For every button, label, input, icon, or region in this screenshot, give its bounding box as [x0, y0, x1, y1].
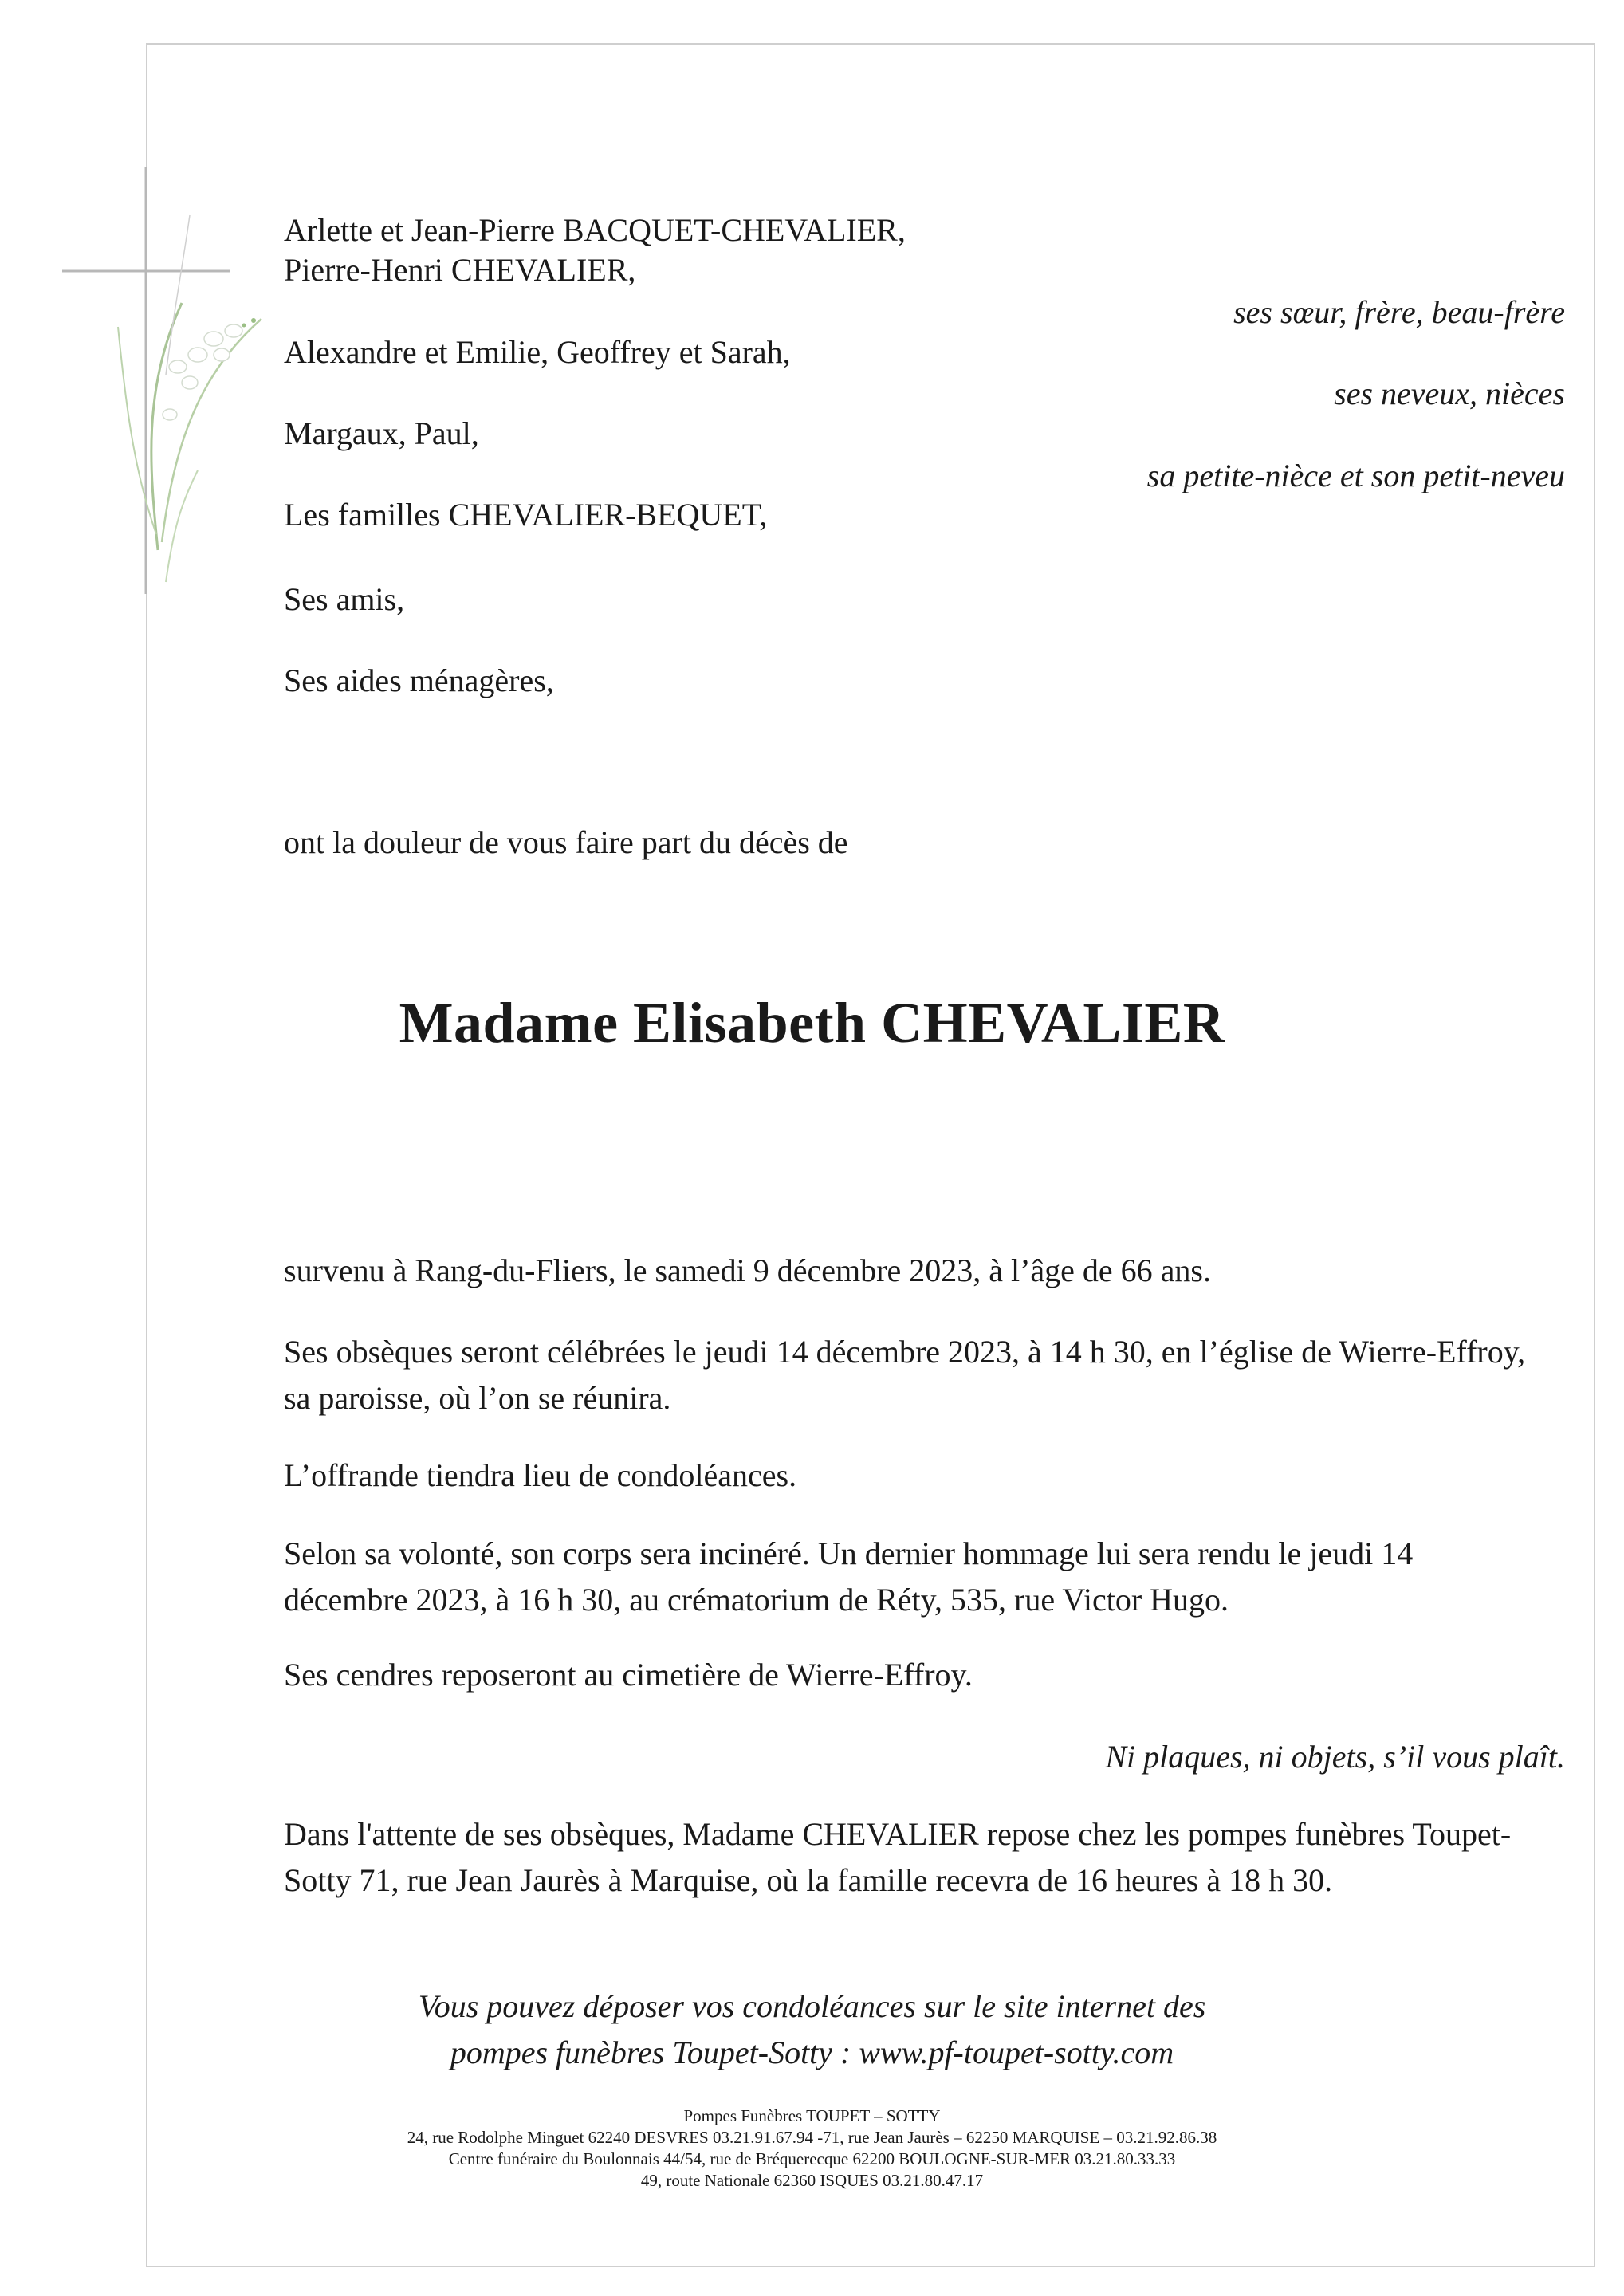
- footer-company: Pompes Funèbres TOUPET – SOTTY: [683, 2106, 941, 2125]
- relation-label: ses neveux, nièces: [1334, 375, 1565, 411]
- family-line: Ses amis,: [284, 581, 405, 617]
- death-paragraph: survenu à Rang-du-Fliers, le samedi 9 décembre 2023, à l’âge de 66 ans.: [284, 1252, 1211, 1288]
- condolences-note: [0, 1983, 1624, 2076]
- condolences-line: Vous pouvez déposer vos condoléances sur le site internet des: [418, 1988, 1206, 2024]
- condolences-line: pompes funèbres Toupet-Sotty : www.pf-toupet-sotty.com: [450, 2035, 1174, 2070]
- cross-with-lily-icon: [62, 167, 317, 614]
- family-line: Ses aides ménagères,: [284, 662, 554, 698]
- funeral-paragraph: Ses obsèques seront célébrées le jeudi 14 décembre 2023, à 14 h 30, en l’église de Wierre-Effroy, sa paroisse, où l’on se réunira.: [284, 1334, 1526, 1416]
- family-line: Arlette et Jean-Pierre BACQUET-CHEVALIER,: [284, 212, 906, 248]
- relation-label: ses sœur, frère, beau-frère: [1233, 294, 1565, 330]
- footer-address: Centre funéraire du Boulonnais 44/54, rue de Bréquerecque 62200 BOULOGNE-SUR-MER 03.21.80.33.33: [448, 2149, 1176, 2168]
- relation-label: sa petite-nièce et son petit-neveu: [1146, 458, 1565, 493]
- family-line: Pierre-Henri CHEVALIER,: [284, 252, 636, 288]
- footer-address: 24, rue Rodolphe Minguet 62240 DESVRES 03.21.91.67.94 -71, rue Jean Jaurès – 62250 MARQUISE – 03.21.92.86.38: [407, 2128, 1217, 2147]
- deceased-name: Madame Elisabeth CHEVALIER: [399, 991, 1225, 1055]
- family-line: Les familles CHEVALIER-BEQUET,: [284, 497, 768, 533]
- family-line: Alexandre et Emilie, Geoffrey et Sarah,: [284, 334, 791, 370]
- funeral-home-footer: [0, 2105, 1624, 2192]
- footer-address: 49, route Nationale 62360 ISQUES 03.21.80.47.17: [640, 2171, 984, 2190]
- visitation-paragraph: Dans l'attente de ses obsèques, Madame CHEVALIER repose chez les pompes funèbres Toupet-Sotty 71, rue Jean Jaurès à Marquise, où la famille recevra de 16 heures à 18 h 30.: [284, 1816, 1512, 1898]
- announcement: ont la douleur de vous faire part du décès de: [284, 824, 848, 860]
- family-line: Margaux, Paul,: [284, 415, 479, 451]
- cremation-paragraph: Selon sa volonté, son corps sera incinéré. Un dernier hommage lui sera rendu le jeudi 14 décembre 2023, à 16 h 30, au crématorium de Réty, 535, rue Victor Hugo.: [284, 1535, 1414, 1618]
- ashes-paragraph: Ses cendres reposeront au cimetière de Wierre-Effroy.: [284, 1657, 973, 1693]
- no-plaques-note: Ni plaques, ni objets, s’il vous plaît.: [1105, 1739, 1565, 1775]
- offering-paragraph: L’offrande tiendra lieu de condoléances.: [284, 1457, 797, 1493]
